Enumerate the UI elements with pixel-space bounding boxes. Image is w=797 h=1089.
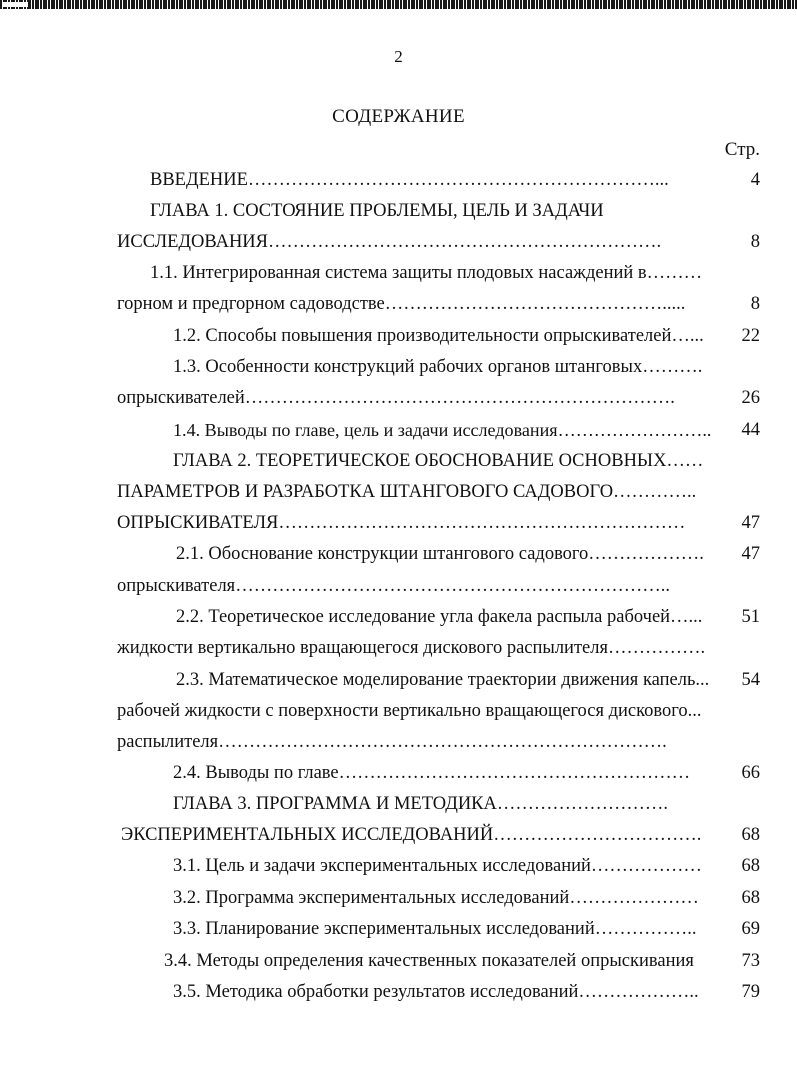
toc-page-number: 73 xyxy=(741,951,760,971)
toc-line: опрыскивателя…………………………………………………………….. xyxy=(117,576,670,596)
toc-line: ГЛАВА 2. ТЕОРЕТИЧЕСКОЕ ОБОСНОВАНИЕ ОСНОВНЫХ…… xyxy=(173,451,704,471)
toc-page-number: 79 xyxy=(741,982,760,1002)
toc-line: 1.4. Выводы по главе, цель и задачи исследования…………………….. xyxy=(173,420,712,440)
toc-line: ОПРЫСКИВАТЕЛЯ………………………………………………………… xyxy=(117,513,686,533)
toc-page-number: 8 xyxy=(750,232,760,252)
toc-line: ГЛАВА 3. ПРОГРАММА И МЕТОДИКА………………………. xyxy=(173,794,669,814)
toc-line: 3.2. Программа экспериментальных исследований………………… xyxy=(173,888,699,908)
toc-line: ЭКСПЕРИМЕНТАЛЬНЫХ ИССЛЕДОВАНИЙ……………………………. xyxy=(121,825,702,845)
toc-page-number: 68 xyxy=(741,888,760,908)
toc-line: 3.5. Методика обработки результатов исследований……………….. xyxy=(173,982,699,1002)
toc-page-number: 68 xyxy=(741,856,760,876)
toc-page-number: 54 xyxy=(741,670,760,690)
toc-line: 2.3. Математическое моделирование траектории движения капель... xyxy=(176,670,710,690)
page-title: СОДЕРЖАНИЕ xyxy=(332,106,465,127)
toc-line: 3.1. Цель и задачи экспериментальных исследований……………… xyxy=(173,856,702,876)
toc-line: 3.4. Методы определения качественных показателей опрыскивания xyxy=(164,951,694,971)
toc-line: опрыскивателей……………………………………………………………. xyxy=(117,388,675,408)
toc-line: 1.2. Способы повышения производительности опрыскивателей…... xyxy=(173,326,704,346)
toc-line: 3.3. Планирование экспериментальных исследований…………….. xyxy=(173,919,697,939)
toc-page-number: 8 xyxy=(750,294,760,314)
toc-line: горном и предгорном садоводстве………………………………………..... xyxy=(117,294,686,314)
toc-line: ГЛАВА 1. СОСТОЯНИЕ ПРОБЛЕМЫ, ЦЕЛЬ И ЗАДАЧИ xyxy=(150,201,604,221)
toc-line: 1.1. Интегрированная система защиты плодовых насаждений в……… xyxy=(150,263,703,283)
page-number: 2 xyxy=(394,47,403,66)
toc-line: рабочей жидкости с поверхности вертикально вращающегося дискового... xyxy=(117,701,702,721)
toc-line: ИССЛЕДОВАНИЯ………………………………………………………. xyxy=(117,232,662,252)
toc-page-number: 68 xyxy=(741,825,760,845)
toc-line: ПАРАМЕТРОВ И РАЗРАБОТКА ШТАНГОВОГО САДОВОГО………….. xyxy=(117,482,697,502)
toc-line: распылителя………………………………………………………………. xyxy=(117,732,667,752)
toc-page-number: 26 xyxy=(741,388,760,408)
scan-artifact-bar xyxy=(0,0,797,9)
toc-page-number: 69 xyxy=(741,919,760,939)
toc-page-number: 47 xyxy=(741,513,760,533)
toc-page-number: 22 xyxy=(741,326,760,346)
toc-page-number: 47 xyxy=(741,544,760,564)
toc-line: 2.2. Теоретическое исследование угла факела распыла рабочей…... xyxy=(176,607,703,627)
toc-line: 2.4. Выводы по главе………………………………………………… xyxy=(173,763,691,783)
toc-page-number: 44 xyxy=(741,420,760,440)
toc-line: жидкости вертикально вращающегося дискового распылителя……………. xyxy=(117,638,706,658)
toc-page-number: 66 xyxy=(741,763,760,783)
toc-page-number: 4 xyxy=(750,170,760,190)
toc-line: ВВЕДЕНИЕ…………………………………………………………... xyxy=(150,170,669,190)
toc-line: 2.1. Обоснование конструкции штангового садового………………. xyxy=(176,544,704,564)
page-column-header: Стр. xyxy=(724,139,760,160)
toc-line: 1.3. Особенности конструкций рабочих органов штанговых………. xyxy=(173,357,703,377)
toc-page-number: 51 xyxy=(741,607,760,627)
